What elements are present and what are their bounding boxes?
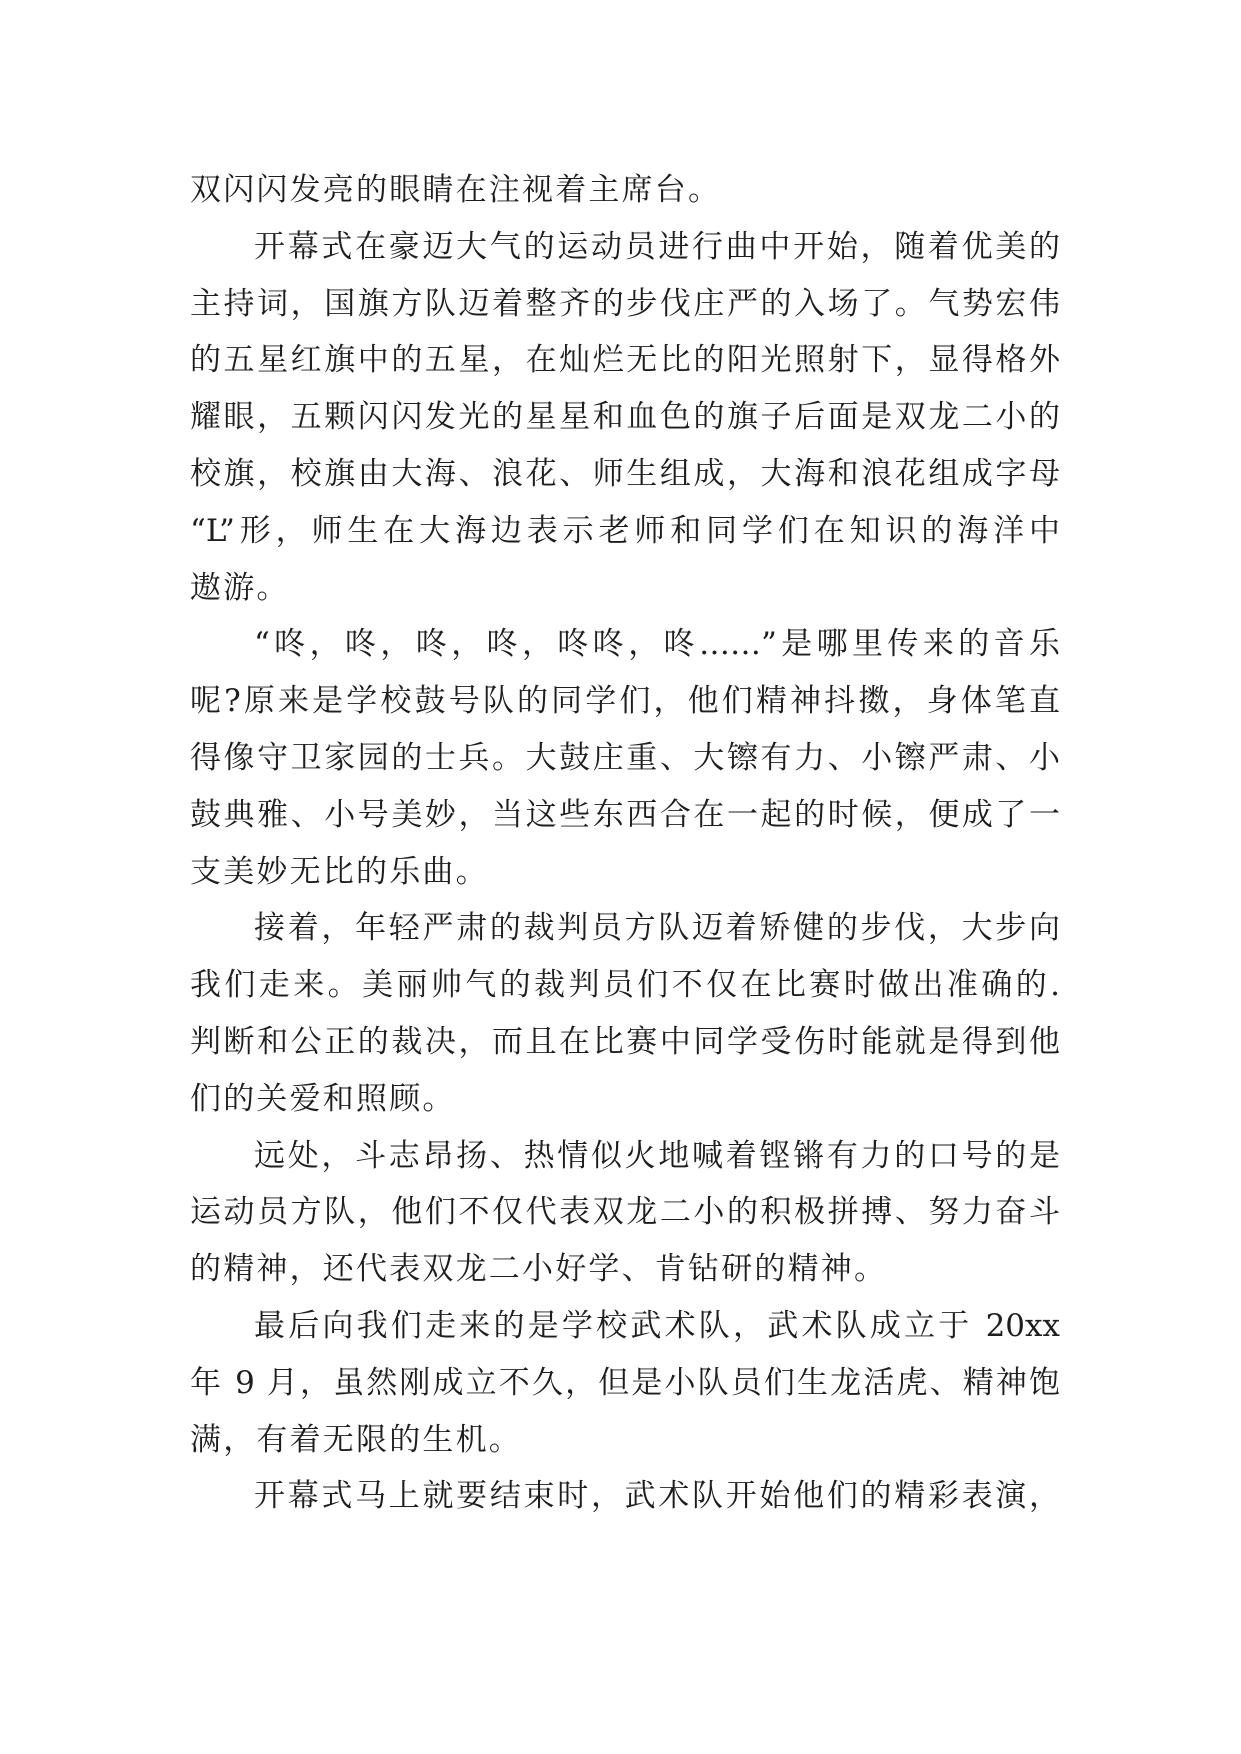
text-line: 判断和公正的裁决，而且在比赛中同学受伤时能就是得到他 [190,1023,1060,1060]
paragraph-first-line: 开幕式在豪迈大气的运动员进行曲中开始，随着优美的 [254,228,1060,265]
text-line: 支美妙无比的乐曲。 [190,853,489,890]
text-line: 运动员方队，他们不仅代表双龙二小的积极拼搏、努力奋斗 [190,1194,1060,1231]
text-line: 呢?原来是学校鼓号队的同学们，他们精神抖擞，身体笔直 [190,683,1060,720]
paragraph-first-line: 远处，斗志昂扬、热情似火地喊着铿锵有力的口号的是 [254,1137,1060,1174]
text-line: 我们走来。美丽帅气的裁判员们不仅在比赛时做出准确的. [190,967,1060,1004]
text-line: 校旗，校旗由大海、浪花、师生组成，大海和浪花组成字母 [190,455,1060,492]
text-line: 们的关爱和照顾。 [190,1080,456,1117]
text-line: 鼓典雅、小号美妙，当这些东西合在一起的时候，便成了一 [190,796,1060,833]
paragraph-first-line: 开幕式马上就要结束时，武术队开始他们的精彩表演， [254,1478,1060,1515]
paragraph-first-line: 接着，年轻严肃的裁判员方队迈着矫健的步伐，大步向 [254,910,1060,947]
paragraph-first-line: “咚，咚，咚，咚，咚咚，咚……”是哪里传来的音乐 [254,626,1060,663]
text-line: 双闪闪发亮的眼睛在注视着主席台。 [190,172,722,208]
text-line: 遨游。 [190,569,290,606]
text-line: 得像守卫家园的士兵。大鼓庄重、大镲有力、小镲严肃、小 [190,739,1060,776]
document-body [190,162,1060,1525]
text-line: 的五星红旗中的五星，在灿烂无比的阳光照射下，显得格外 [190,342,1060,379]
text-line: 主持词，国旗方队迈着整齐的步伐庄严的入场了。气势宏伟 [190,285,1060,322]
text-line: 满，有着无限的生机。 [190,1421,522,1458]
text-line: 耀眼，五颗闪闪发光的星星和血色的旗子后面是双龙二小的 [190,399,1060,436]
text-line: “L”形，师生在大海边表示老师和同学们在知识的海洋中 [190,512,1060,549]
text-line: 的精神，还代表双龙二小好学、肯钻研的精神。 [190,1251,888,1288]
paragraph-first-line: 最后向我们走来的是学校武术队，武术队成立于 20xx [254,1307,1060,1344]
text-line: 年 9 月，虽然刚成立不久，但是小队员们生龙活虎、精神饱 [190,1364,1060,1401]
